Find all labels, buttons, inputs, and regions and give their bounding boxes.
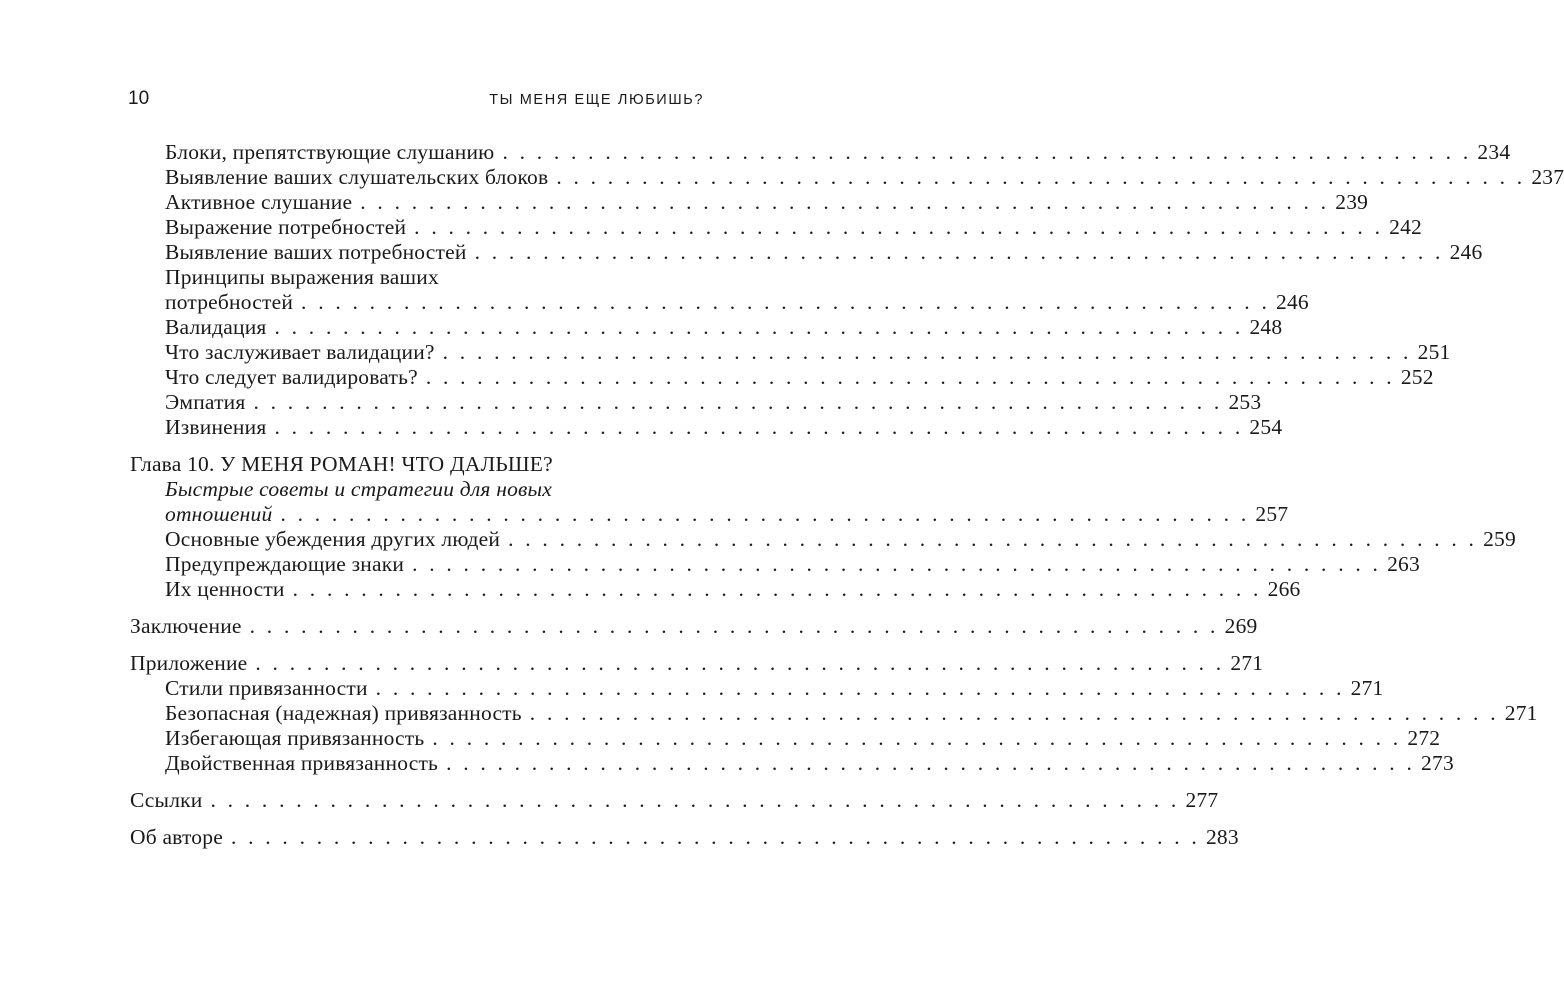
toc-entry-wrapped-line[interactable]: Принципы выражения ваших xyxy=(165,265,439,289)
toc-entry[interactable]: Выражение потребностей . . . . . . . . . . . . . . . . . . . . . . . . . . . . . . . . . . . . . . . . . . . . . . . . . . . . . . . . . 242 xyxy=(165,215,1423,239)
toc-entry[interactable]: Предупреждающие знаки . . . . . . . . . . . . . . . . . . . . . . . . . . . . . . . . . . . . . . . . . . . . . . . . . . . . . . . . . 263 xyxy=(165,552,1420,576)
toc-entry[interactable]: Активное слушание . . . . . . . . . . . . . . . . . . . . . . . . . . . . . . . . . . . . . . . . . . . . . . . . . . . . . . . . . 239 xyxy=(165,190,1369,214)
page-number: 10 xyxy=(128,88,150,109)
toc-chapter-heading[interactable]: Глава 10. У МЕНЯ РОМАН! ЧТО ДАЛЬШЕ? xyxy=(130,452,553,476)
toc-entry[interactable]: Выявление ваших слушательских блоков . . . . . . . . . . . . . . . . . . . . . . . . . . . . . . . . . . . . . . . . . . . . . . . . . . . . . . . . . 237 xyxy=(165,165,1564,189)
toc-entry[interactable]: отношений . . . . . . . . . . . . . . . . . . . . . . . . . . . . . . . . . . . . . . . . . . . . . . . . . . . . . . . . . 257 xyxy=(165,502,1289,526)
toc-entry[interactable]: Что следует валидировать? . . . . . . . . . . . . . . . . . . . . . . . . . . . . . . . . . . . . . . . . . . . . . . . . . . . . . . . . . 252 xyxy=(165,365,1434,389)
toc-entry[interactable]: Избегающая привязанность . . . . . . . . . . . . . . . . . . . . . . . . . . . . . . . . . . . . . . . . . . . . . . . . . . . . . . . . . 272 xyxy=(165,726,1441,750)
toc-entry[interactable]: потребностей . . . . . . . . . . . . . . . . . . . . . . . . . . . . . . . . . . . . . . . . . . . . . . . . . . . . . . . . . 246 xyxy=(165,290,1309,314)
toc-entry[interactable]: Безопасная (надежная) привязанность . . . . . . . . . . . . . . . . . . . . . . . . . . . . . . . . . . . . . . . . . . . . . . . . . . . . . . . . . 271 xyxy=(165,701,1538,725)
running-head xyxy=(128,88,704,110)
toc-top-entry[interactable]: Заключение . . . . . . . . . . . . . . . . . . . . . . . . . . . . . . . . . . . . . . . . . . . . . . . . . . . . . . . . . 269 xyxy=(130,614,1258,638)
toc-entry[interactable]: Эмпатия . . . . . . . . . . . . . . . . . . . . . . . . . . . . . . . . . . . . . . . . . . . . . . . . . . . . . . . . . 253 xyxy=(165,390,1262,414)
toc-entry[interactable]: Их ценности . . . . . . . . . . . . . . . . . . . . . . . . . . . . . . . . . . . . . . . . . . . . . . . . . . . . . . . . . 266 xyxy=(165,577,1301,601)
toc-entry[interactable]: Стили привязанности . . . . . . . . . . . . . . . . . . . . . . . . . . . . . . . . . . . . . . . . . . . . . . . . . . . . . . . . . 271 xyxy=(165,676,1384,700)
toc-entry[interactable]: Валидация . . . . . . . . . . . . . . . . . . . . . . . . . . . . . . . . . . . . . . . . . . . . . . . . . . . . . . . . . 248 xyxy=(165,315,1283,339)
toc-top-entry[interactable]: Приложение . . . . . . . . . . . . . . . . . . . . . . . . . . . . . . . . . . . . . . . . . . . . . . . . . . . . . . . . . 271 xyxy=(130,651,1264,675)
toc-top-entry[interactable]: Об авторе . . . . . . . . . . . . . . . . . . . . . . . . . . . . . . . . . . . . . . . . . . . . . . . . . . . . . . . . . 283 xyxy=(130,825,1239,849)
toc-entry[interactable]: Извинения . . . . . . . . . . . . . . . . . . . . . . . . . . . . . . . . . . . . . . . . . . . . . . . . . . . . . . . . . 254 xyxy=(165,415,1283,439)
table-of-contents xyxy=(130,140,1564,850)
toc-entry[interactable]: Основные убеждения других людей . . . . . . . . . . . . . . . . . . . . . . . . . . . . . . . . . . . . . . . . . . . . . . . . . . . . . . . . . 259 xyxy=(165,527,1516,551)
toc-entry[interactable]: Выявление ваших потребностей . . . . . . . . . . . . . . . . . . . . . . . . . . . . . . . . . . . . . . . . . . . . . . . . . . . . . . . . . 246 xyxy=(165,240,1483,264)
toc-entry-wrapped-line[interactable]: Быстрые советы и стратегии для новых xyxy=(165,477,553,501)
toc-entry[interactable]: Что заслуживает валидации? . . . . . . . . . . . . . . . . . . . . . . . . . . . . . . . . . . . . . . . . . . . . . . . . . . . . . . . . . 251 xyxy=(165,340,1451,364)
toc-entry[interactable]: Двойственная привязанность . . . . . . . . . . . . . . . . . . . . . . . . . . . . . . . . . . . . . . . . . . . . . . . . . . . . . . . . . 273 xyxy=(165,751,1454,775)
toc-top-entry[interactable]: Ссылки . . . . . . . . . . . . . . . . . . . . . . . . . . . . . . . . . . . . . . . . . . . . . . . . . . . . . . . . . 277 xyxy=(130,788,1219,812)
toc-entry[interactable]: Блоки, препятствующие слушанию . . . . . . . . . . . . . . . . . . . . . . . . . . . . . . . . . . . . . . . . . . . . . . . . . . . . . . . . . 234 xyxy=(165,140,1511,164)
book-title: ТЫ МЕНЯ ЕЩЕ ЛЮБИШЬ? xyxy=(489,92,704,108)
